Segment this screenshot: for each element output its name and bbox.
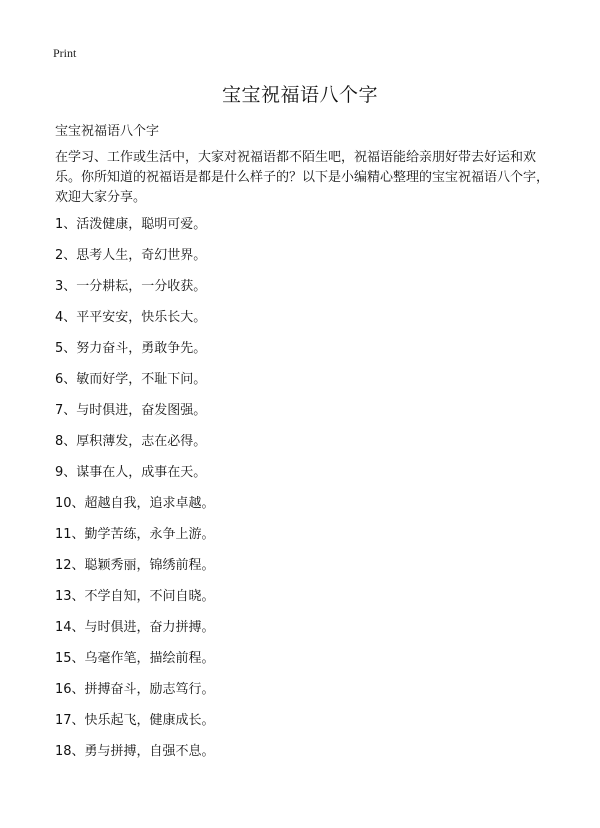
- list-item: 15、乌毫作笔，描绘前程。: [55, 651, 215, 666]
- intro-paragraph: 在学习、工作或生活中，大家对祝福语都不陌生吧，祝福语能给亲朋好带去好运和欢乐。你所知道的祝福语是都是什么样子的？以下是小编精心整理的宝宝祝福语八个字，欢迎大家分享。: [55, 150, 550, 205]
- list-item: 18、勇与拼搏，自强不息。: [55, 744, 215, 759]
- document-subtitle: 宝宝祝福语八个字: [55, 124, 160, 139]
- list-item: 17、快乐起飞，健康成长。: [55, 713, 215, 728]
- list-item: 14、与时俱进，奋力拼搏。: [55, 620, 215, 635]
- list-item: 12、聪颖秀丽，锦绣前程。: [55, 558, 215, 573]
- list-item: 6、敏而好学，不耻下问。: [55, 372, 207, 387]
- list-item: 3、一分耕耘，一分收获。: [55, 279, 207, 294]
- list-item: 4、平平安安，快乐长大。: [55, 310, 207, 325]
- list-item: 7、与时俱进，奋发图强。: [55, 403, 207, 418]
- list-item: 13、不学自知，不问自晓。: [55, 589, 215, 604]
- blessing-list: [55, 215, 215, 773]
- list-item: 11、勤学苦练，永争上游。: [55, 527, 215, 542]
- list-item: 1、活泼健康，聪明可爱。: [55, 217, 207, 232]
- list-item: 10、超越自我，追求卓越。: [55, 496, 215, 511]
- list-item: 8、厚积薄发，志在必得。: [55, 434, 207, 449]
- list-item: 16、拼搏奋斗，励志笃行。: [55, 682, 215, 697]
- list-item: 5、努力奋斗，勇敢争先。: [55, 341, 207, 356]
- list-item: 9、谋事在人，成事在天。: [55, 465, 207, 480]
- list-item: 2、思考人生，奇幻世界。: [55, 248, 207, 263]
- page-title: 宝宝祝福语八个字: [221, 84, 378, 106]
- print-link[interactable]: Print: [53, 46, 77, 60]
